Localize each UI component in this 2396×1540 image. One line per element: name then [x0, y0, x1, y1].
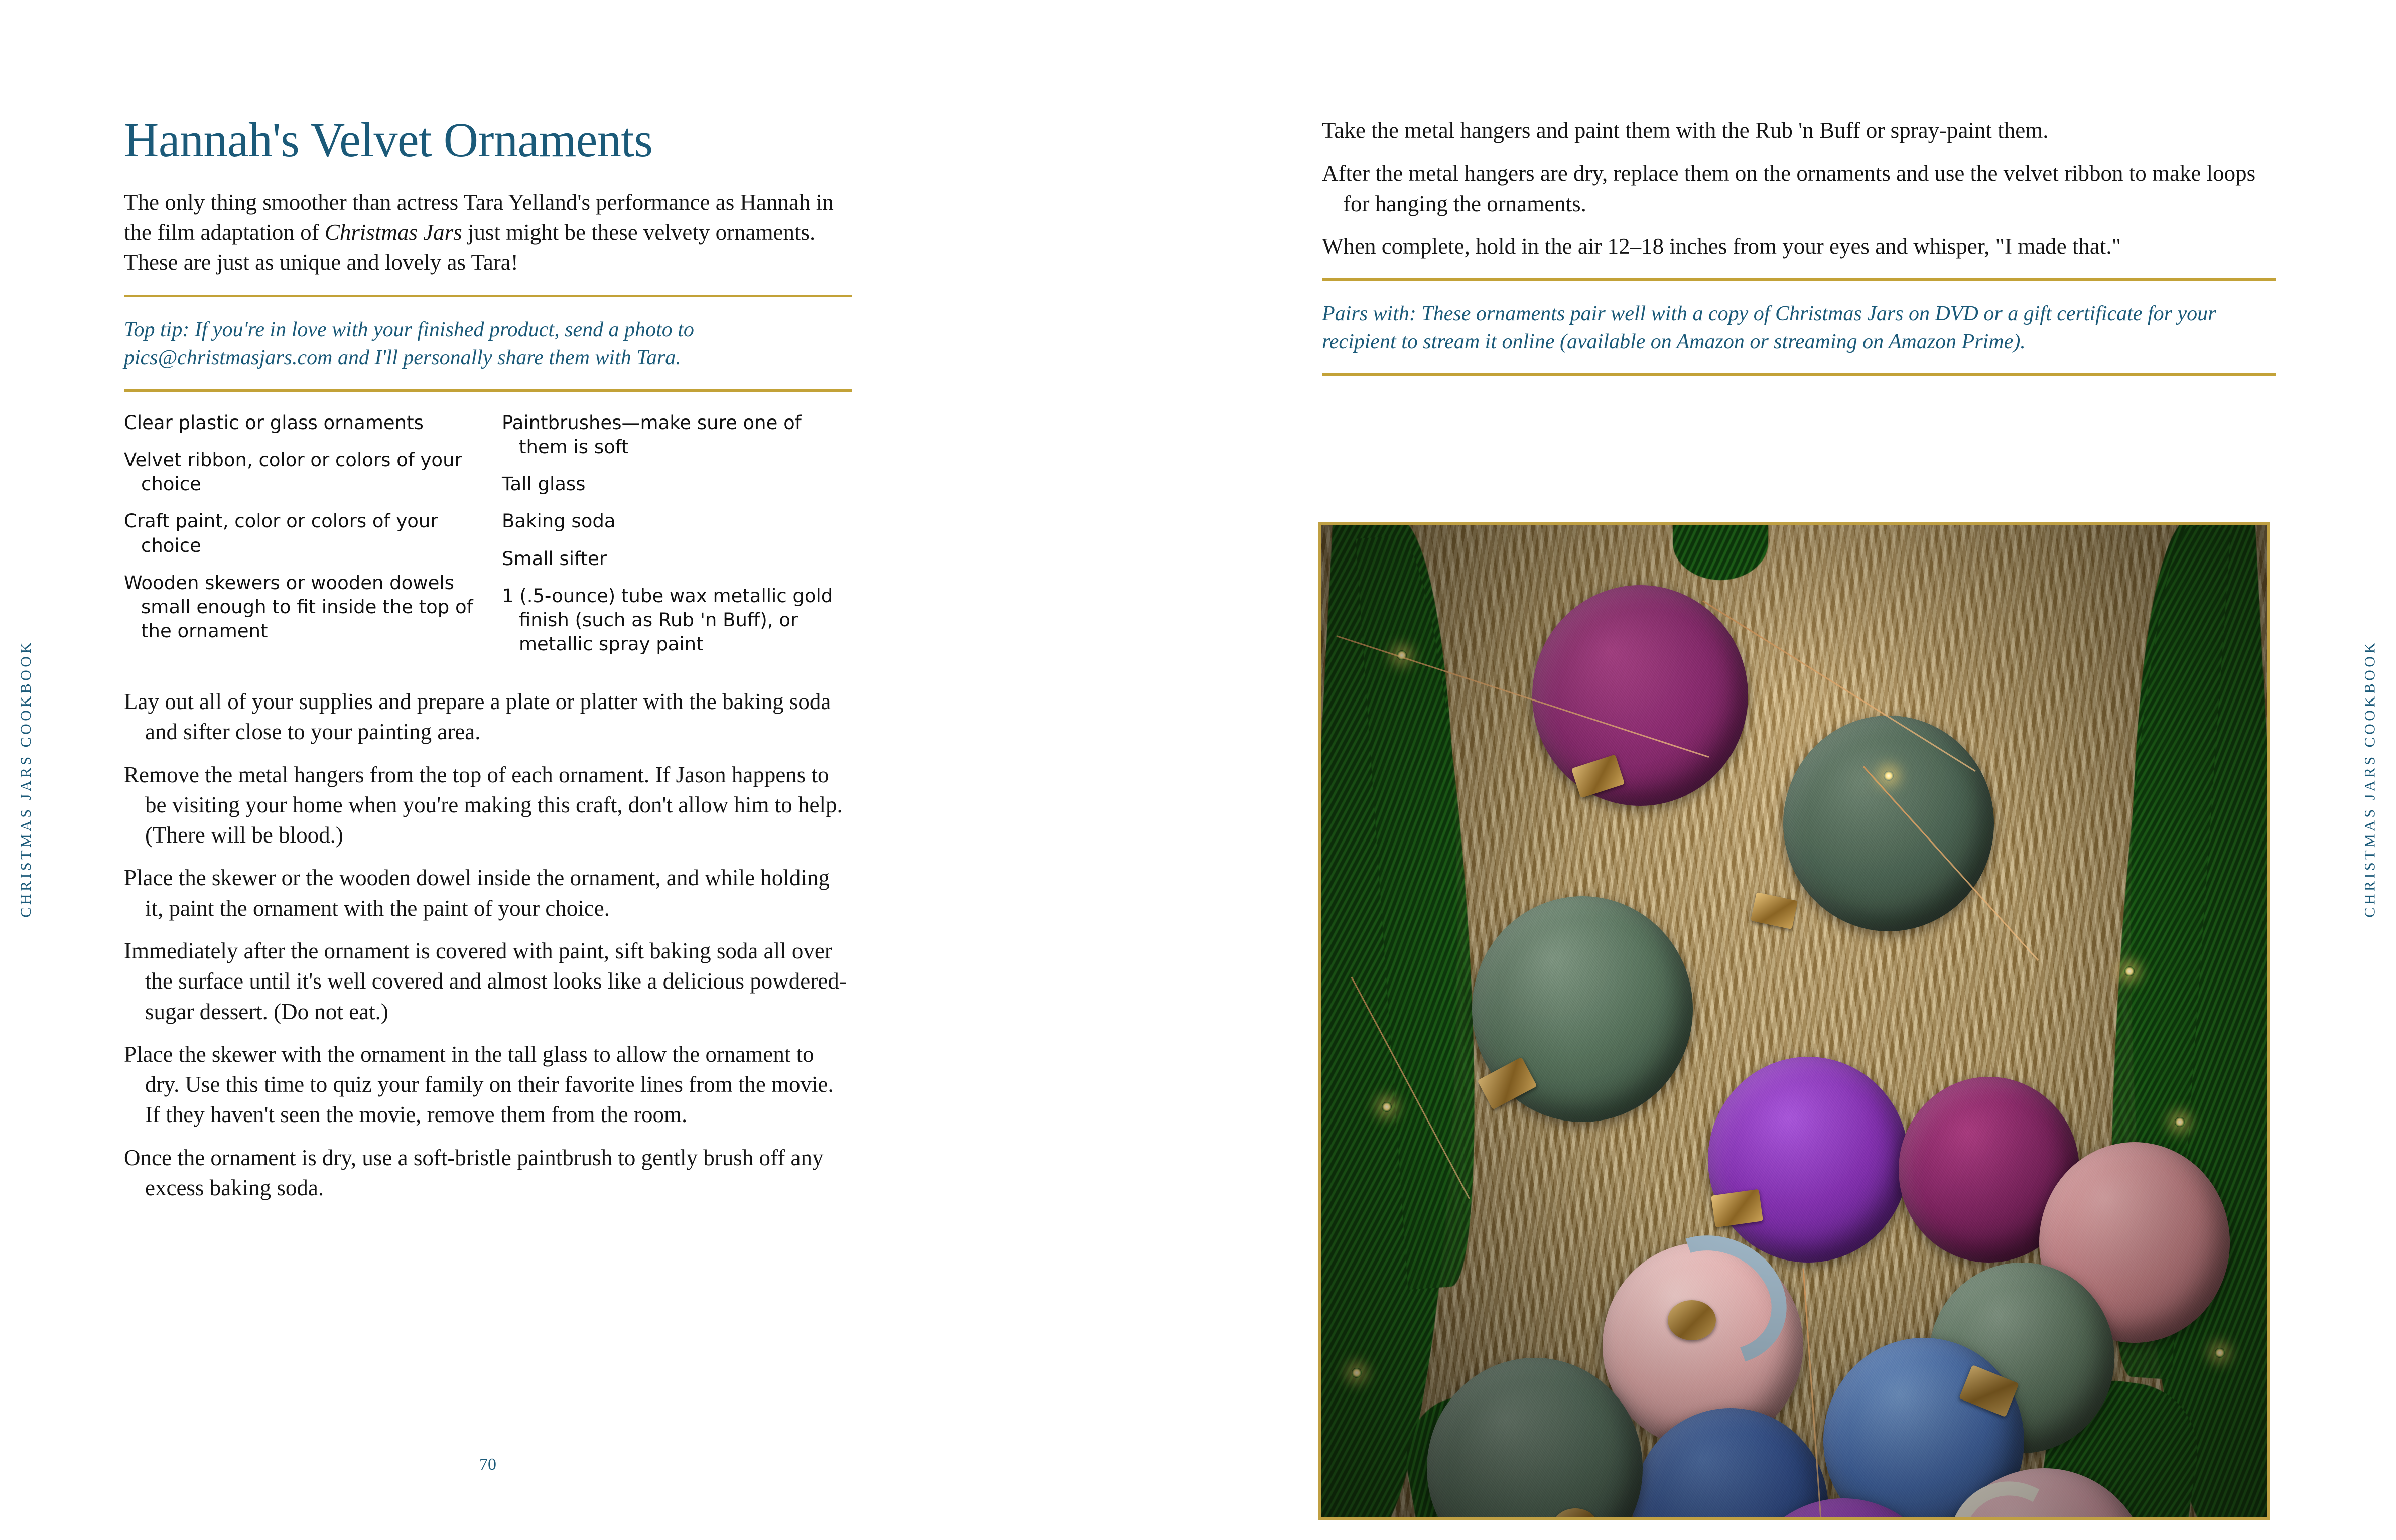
ingredient-item: Wooden skewers or wooden dowels small enough to fit inside the top of the ornament	[124, 572, 473, 642]
ornaments-photo	[1321, 525, 2267, 1517]
pairs-with-note: Pairs with: These ornaments pair well with a copy of Christmas Jars on DVD or a gift certificate for your recipient to stream it online (available on Amazon or streaming on Amazon Prime).	[1322, 302, 2216, 354]
recipe-title: Hannah's Velvet Ornaments	[124, 113, 653, 167]
intro-text-after: just might be these velvety ornaments. These are just as unique and lovely as Tara!	[124, 219, 816, 275]
divider-rule-pairs-bottom	[1322, 373, 2276, 376]
right-page-content	[1322, 115, 2276, 376]
left-page-content	[124, 115, 852, 1215]
instruction-steps-right	[1322, 115, 2276, 261]
intro-paragraph	[124, 188, 852, 278]
instruction-step: Place the skewer or the wooden dowel inside the ornament, and while holding it, paint the ornament with the paint of your choice.	[124, 865, 830, 921]
ingredient-item: 1 (.5-ounce) tube wax metallic gold finish (such as Rub 'n Buff), or metallic spray paint	[502, 585, 833, 655]
intro-book-title: Christmas Jars	[324, 219, 462, 245]
page-number: 70	[479, 1455, 496, 1474]
instruction-step: Once the ornament is dry, use a soft-bristle paintbrush to gently brush off any excess baking soda.	[124, 1145, 824, 1201]
ingredients-column-left	[124, 411, 488, 669]
ornaments-photo-frame	[1318, 522, 2270, 1520]
instruction-steps-left	[124, 686, 852, 1203]
ingredient-item: Paintbrushes—make sure one of them is soft	[502, 412, 802, 458]
running-head-right: CHRISTMAS JARS COOKBOOK	[2361, 639, 2378, 918]
instruction-step: Take the metal hangers and paint them with the Rub 'n Buff or spray-paint them.	[1322, 118, 2049, 143]
divider-rule-top	[124, 295, 852, 297]
ingredient-item: Craft paint, color or colors of your choice	[124, 510, 438, 556]
ingredient-item: Tall glass	[502, 473, 586, 495]
instruction-step: Remove the metal hangers from the top of each ornament. If Jason happens to be visiting your home when you're making this craft, don't allow him to help. (There will be blood.)	[124, 762, 843, 848]
ingredient-item: Velvet ribbon, color or colors of your choice	[124, 449, 462, 495]
right-page	[1198, 0, 2396, 1540]
ingredients-list	[124, 411, 852, 669]
instruction-step: After the metal hangers are dry, replace them on the ornaments and use the velvet ribbon to make loops for hanging the ornaments.	[1322, 161, 2256, 216]
instruction-step: Lay out all of your supplies and prepare a plate or platter with the baking soda and sifter close to your painting area.	[124, 688, 831, 745]
ingredients-column-right	[488, 411, 852, 669]
top-tip: Top tip: If you're in love with your finished product, send a photo to pics@christmasjars.com and I'll personally share them with Tara.	[124, 318, 694, 370]
photo-vignette	[1321, 525, 2267, 1517]
ingredient-item: Clear plastic or glass ornaments	[124, 412, 424, 434]
divider-rule-pairs-top	[1322, 278, 2276, 281]
intro-text-before: The only thing smoother than actress Tara Yelland's performance as Hannah in the film adaptation of	[124, 189, 834, 245]
ingredient-item: Small sifter	[502, 547, 607, 570]
ingredient-item: Baking soda	[502, 510, 616, 532]
instruction-step: When complete, hold in the air 12–18 inches from your eyes and whisper, "I made that."	[1322, 233, 2121, 259]
running-head-left: CHRISTMAS JARS COOKBOOK	[18, 639, 34, 918]
divider-rule-ingredients	[124, 389, 852, 392]
instruction-step: Place the skewer with the ornament in the tall glass to allow the ornament to dry. Use this time to quiz your family on their favorite lines from the movie. If they haven't seen the movie, remove them from the room.	[124, 1041, 834, 1128]
instruction-step: Immediately after the ornament is covered with paint, sift baking soda all over the surface until it's well covered and almost looks like a delicious powdered-sugar dessert. (Do not eat.)	[124, 938, 847, 1024]
